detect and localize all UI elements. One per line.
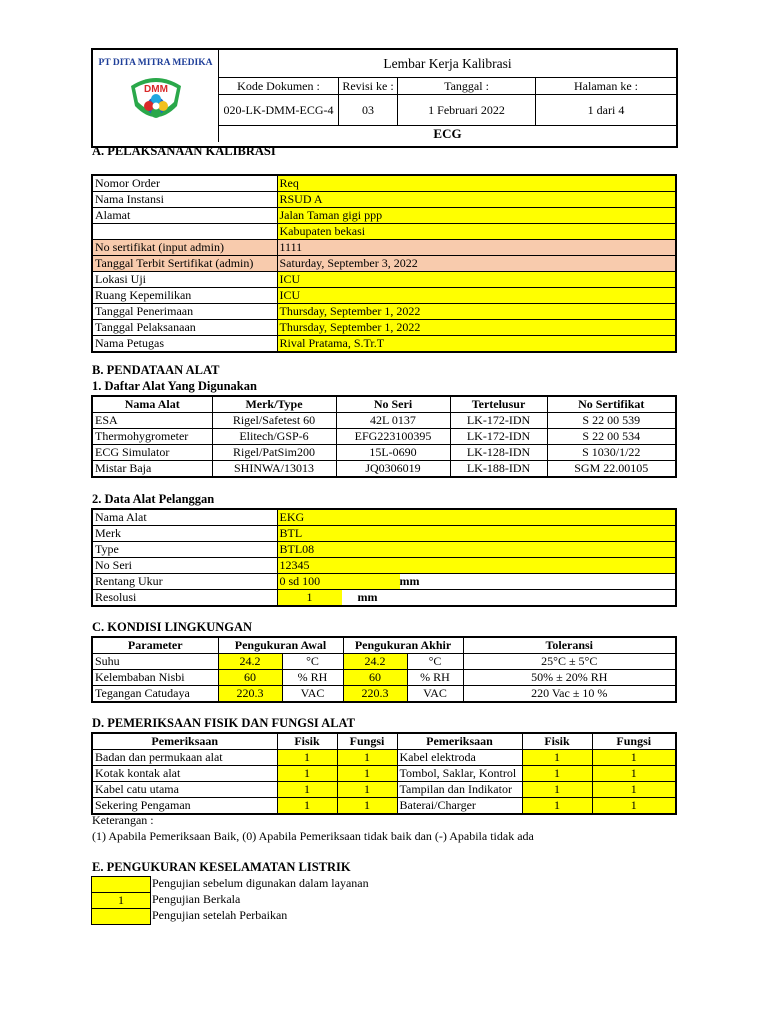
environment-cell: % RH xyxy=(282,670,343,686)
inspection-row xyxy=(92,750,676,766)
device-title: ECG xyxy=(433,126,462,141)
environment-cell: °C xyxy=(282,654,343,670)
inspection-cell: 1 xyxy=(337,766,397,782)
equipment-cell: EFG223100395 xyxy=(336,429,450,445)
info-label xyxy=(92,224,277,240)
equipment-col-header: Tertelusur xyxy=(450,396,547,413)
environment-row xyxy=(92,686,676,703)
info-label: Ruang Kepemilikan xyxy=(92,288,277,304)
company-name: PT DITA MITRA MEDIKA xyxy=(98,58,213,68)
environment-cell: Tegangan Catudaya xyxy=(92,686,218,703)
inspection-cell: 1 xyxy=(592,782,676,798)
info-label: Nama Instansi xyxy=(92,192,277,208)
equipment-cell: SHINWA/13013 xyxy=(212,461,336,478)
environment-cell: 24.2 xyxy=(343,654,407,670)
document-header xyxy=(91,48,678,148)
customer-label: Type xyxy=(92,542,277,558)
equipment-cell: Mistar Baja xyxy=(92,461,212,478)
customer-row xyxy=(92,509,676,526)
info-row xyxy=(92,208,676,224)
customer-label: Merk xyxy=(92,526,277,542)
info-label: Alamat xyxy=(92,208,277,224)
inspection-col-header: Pemeriksaan xyxy=(92,733,277,750)
environment-cell: Suhu xyxy=(92,654,218,670)
test-type-mark: 1 xyxy=(91,892,151,908)
customer-label: No Seri xyxy=(92,558,277,574)
equipment-cell: JQ0306019 xyxy=(336,461,450,478)
test-type-label: Pengujian Berkala xyxy=(152,892,241,906)
col-parameter: Parameter xyxy=(92,637,218,654)
info-value: 1111 xyxy=(277,240,676,256)
inspection-cell: 1 xyxy=(277,750,337,766)
document-title: Lembar Kerja Kalibrasi xyxy=(219,50,676,78)
note-text: (1) Apabila Pemeriksaan Baik, (0) Apabila Pemeriksaan tidak baik dan (-) Apabila tidak ada xyxy=(92,829,534,843)
customer-row xyxy=(92,590,676,607)
customer-value: BTL xyxy=(277,526,676,542)
inspection-cell: Kabel catu utama xyxy=(92,782,277,798)
environment-cell: VAC xyxy=(282,686,343,703)
inspection-cell: 1 xyxy=(522,782,592,798)
equipment-cell: 15L-0690 xyxy=(336,445,450,461)
info-value: Jalan Taman gigi ppp xyxy=(277,208,676,224)
inspection-cell: Badan dan permukaan alat xyxy=(92,750,277,766)
info-row xyxy=(92,320,676,336)
inspection-col-header: Fisik xyxy=(522,733,592,750)
halaman-value: 1 dari 4 xyxy=(536,95,676,126)
environment-cell: °C xyxy=(407,654,463,670)
equipment-row xyxy=(92,429,676,445)
info-value: Req xyxy=(277,175,676,192)
inspection-cell: 1 xyxy=(337,750,397,766)
info-label: Lokasi Uji xyxy=(92,272,277,288)
info-row xyxy=(92,272,676,288)
note-label: Keterangan : xyxy=(92,813,154,827)
environment-cell: 24.2 xyxy=(218,654,282,670)
inspection-row xyxy=(92,798,676,815)
inspection-table xyxy=(91,732,677,815)
section-d-title: D. PEMERIKSAAN FISIK DAN FUNGSI ALAT xyxy=(92,716,355,730)
equipment-cell: Rigel/PatSim200 xyxy=(212,445,336,461)
company-logo xyxy=(125,72,187,128)
customer-device-table xyxy=(91,508,677,607)
section-b-sub2: 2. Data Alat Pelanggan xyxy=(92,492,215,506)
info-label: Nomor Order xyxy=(92,175,277,192)
section-b-sub1: 1. Daftar Alat Yang Digunakan xyxy=(92,379,257,393)
equipment-cell: ECG Simulator xyxy=(92,445,212,461)
customer-row xyxy=(92,526,676,542)
customer-row xyxy=(92,542,676,558)
kode-label: Kode Dokumen : xyxy=(219,78,339,95)
equipment-cell: S 22 00 534 xyxy=(547,429,676,445)
logo-text: DMM xyxy=(143,84,168,95)
inspection-cell: Tombol, Saklar, Kontrol xyxy=(397,766,522,782)
environment-table xyxy=(91,636,677,703)
environment-cell: 220.3 xyxy=(343,686,407,703)
environment-cell: 220.3 xyxy=(218,686,282,703)
inspection-cell: 1 xyxy=(337,798,397,815)
info-label: Tanggal Pelaksanaan xyxy=(92,320,277,336)
environment-cell: 60 xyxy=(218,670,282,686)
equipment-cell: 42L 0137 xyxy=(336,413,450,429)
equipment-col-header: No Sertifikat xyxy=(547,396,676,413)
col-toleransi: Toleransi xyxy=(463,637,676,654)
equipment-table xyxy=(91,395,677,478)
equipment-cell: S 22 00 539 xyxy=(547,413,676,429)
inspection-cell: 1 xyxy=(337,782,397,798)
info-label: No sertifikat (input admin) xyxy=(92,240,277,256)
inspection-cell: 1 xyxy=(592,766,676,782)
inspection-row xyxy=(92,782,676,798)
equipment-col-header: Merk/Type xyxy=(212,396,336,413)
info-value: Thursday, September 1, 2022 xyxy=(277,320,676,336)
section-a-table xyxy=(91,174,677,353)
customer-unit: mm xyxy=(357,590,378,604)
section-e-title: E. PENGUKURAN KESELAMATAN LISTRIK xyxy=(92,860,351,874)
info-value: Thursday, September 1, 2022 xyxy=(277,304,676,320)
halaman-label: Halaman ke : xyxy=(536,78,676,95)
info-label: Tanggal Penerimaan xyxy=(92,304,277,320)
inspection-cell: 1 xyxy=(592,798,676,815)
equipment-cell: LK-128-IDN xyxy=(450,445,547,461)
inspection-cell: Tampilan dan Indikator xyxy=(397,782,522,798)
customer-value-number: 0 sd 100 xyxy=(278,574,400,589)
info-value: RSUD A xyxy=(277,192,676,208)
inspection-cell: Baterai/Charger xyxy=(397,798,522,815)
test-type-mark xyxy=(91,876,151,892)
section-c-title: C. KONDISI LINGKUNGAN xyxy=(92,620,253,634)
info-row xyxy=(92,304,676,320)
customer-label: Rentang Ukur xyxy=(92,574,277,590)
info-label: Nama Petugas xyxy=(92,336,277,353)
test-type-label: Pengujian sebelum digunakan dalam layanan xyxy=(152,876,369,890)
inspection-cell: 1 xyxy=(522,798,592,815)
customer-label: Nama Alat xyxy=(92,509,277,526)
environment-cell: 60 xyxy=(343,670,407,686)
info-row xyxy=(92,256,676,272)
environment-cell: % RH xyxy=(407,670,463,686)
environment-cell: Kelembaban Nisbi xyxy=(92,670,218,686)
inspection-cell: Kotak kontak alat xyxy=(92,766,277,782)
customer-value xyxy=(277,574,676,590)
equipment-cell: LK-172-IDN xyxy=(450,429,547,445)
customer-value: BTL08 xyxy=(277,542,676,558)
inspection-col-header: Pemeriksaan xyxy=(397,733,522,750)
customer-value xyxy=(277,590,676,607)
environment-row xyxy=(92,654,676,670)
inspection-col-header: Fungsi xyxy=(592,733,676,750)
equipment-row xyxy=(92,461,676,478)
inspection-cell: 1 xyxy=(522,750,592,766)
section-a-title: A. PELAKSANAAN KALIBRASI xyxy=(92,144,276,158)
environment-cell: 25°C ± 5°C xyxy=(463,654,676,670)
kode-value: 020-LK-DMM-ECG-4 xyxy=(219,95,339,126)
inspection-cell: Sekering Pengaman xyxy=(92,798,277,815)
inspection-cell: 1 xyxy=(592,750,676,766)
inspection-cell: 1 xyxy=(277,798,337,815)
equipment-row xyxy=(92,413,676,429)
customer-unit: mm xyxy=(399,574,420,588)
info-row xyxy=(92,288,676,304)
tanggal-label: Tanggal : xyxy=(398,78,536,95)
environment-cell: VAC xyxy=(407,686,463,703)
info-value: ICU xyxy=(277,272,676,288)
revisi-value: 03 xyxy=(339,95,398,126)
equipment-col-header: Nama Alat xyxy=(92,396,212,413)
inspection-cell: 1 xyxy=(277,766,337,782)
inspection-col-header: Fisik xyxy=(277,733,337,750)
equipment-cell: ESA xyxy=(92,413,212,429)
info-row xyxy=(92,336,676,353)
tanggal-value: 1 Februari 2022 xyxy=(398,95,536,126)
equipment-cell: LK-188-IDN xyxy=(450,461,547,478)
inspection-cell: 1 xyxy=(522,766,592,782)
info-label: Tanggal Terbit Sertifikat (admin) xyxy=(92,256,277,272)
environment-row xyxy=(92,670,676,686)
info-value: Kabupaten bekasi xyxy=(277,224,676,240)
info-value: Rival Pratama, S.Tr.T xyxy=(277,336,676,353)
customer-row xyxy=(92,574,676,590)
inspection-cell: 1 xyxy=(277,782,337,798)
company-cell xyxy=(93,50,219,142)
info-value: ICU xyxy=(277,288,676,304)
environment-cell: 220 Vac ± 10 % xyxy=(463,686,676,703)
info-value: Saturday, September 3, 2022 xyxy=(277,256,676,272)
customer-value: 12345 xyxy=(277,558,676,574)
equipment-col-header: No Seri xyxy=(336,396,450,413)
test-type-mark xyxy=(91,908,151,925)
customer-value-number: 1 xyxy=(278,590,342,605)
customer-label: Resolusi xyxy=(92,590,277,607)
equipment-cell: Thermohygrometer xyxy=(92,429,212,445)
equipment-cell: Elitech/GSP-6 xyxy=(212,429,336,445)
equipment-cell: SGM 22.00105 xyxy=(547,461,676,478)
info-row xyxy=(92,175,676,192)
equipment-row xyxy=(92,445,676,461)
test-type-label: Pengujian setelah Perbaikan xyxy=(152,908,288,922)
section-b-title: B. PENDATAAN ALAT xyxy=(92,363,220,377)
info-row xyxy=(92,192,676,208)
equipment-cell: Rigel/Safetest 60 xyxy=(212,413,336,429)
inspection-col-header: Fungsi xyxy=(337,733,397,750)
inspection-cell: Kabel elektroda xyxy=(397,750,522,766)
customer-value: EKG xyxy=(277,509,676,526)
equipment-cell: LK-172-IDN xyxy=(450,413,547,429)
col-pengukuran-akhir: Pengukuran Akhir xyxy=(343,637,463,654)
environment-cell: 50% ± 20% RH xyxy=(463,670,676,686)
info-row xyxy=(92,240,676,256)
col-pengukuran-awal: Pengukuran Awal xyxy=(218,637,343,654)
inspection-row xyxy=(92,766,676,782)
revisi-label: Revisi ke : xyxy=(339,78,398,95)
info-row xyxy=(92,224,676,240)
equipment-cell: S 1030/1/22 xyxy=(547,445,676,461)
customer-row xyxy=(92,558,676,574)
